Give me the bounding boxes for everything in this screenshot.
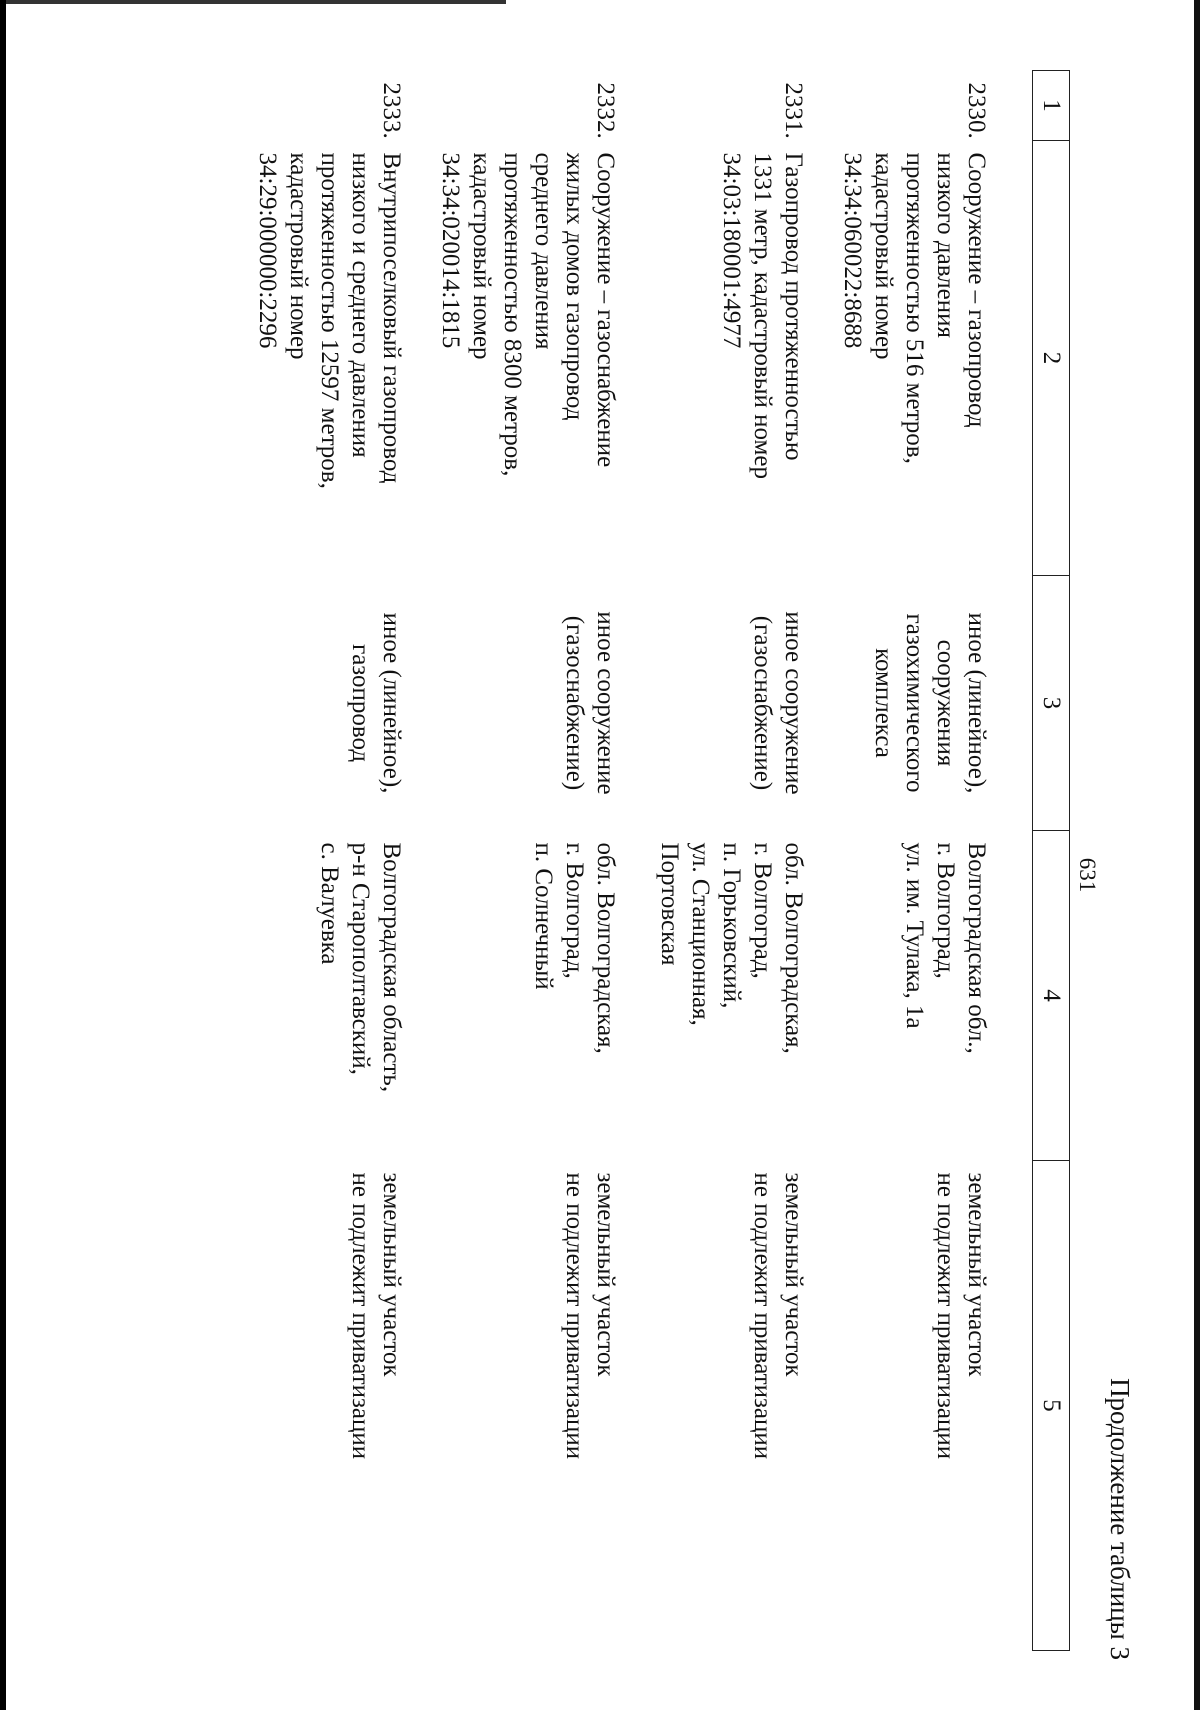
object-address-cell [837,831,1033,1161]
object-description-line: протяженностью 12597 метров, [316,152,343,489]
table-row [247,71,435,1651]
object-address-line: р-н Старополтавский, [347,842,374,1075]
scan-top-line [6,0,506,4]
object-address-cell [435,831,649,1161]
object-description-line: кадастровый номер [870,152,897,360]
object-description-line: среднего давления [530,152,557,350]
object-description-line: жилых домов газопровод [561,152,588,421]
column-header: 5 [1033,1161,1070,1651]
table-caption: Продолжение таблицы 3 [1105,1378,1135,1660]
object-type-line: газохимического [901,613,928,793]
object-type-line: иное (линейное), [963,612,990,794]
row-number-line: 2332. [592,82,619,139]
object-address-line: Портовская [656,842,683,966]
object-description-line: низкого давления [932,152,959,339]
object-type-line: иное (линейное), [378,612,405,794]
object-note-line: не подлежит приватизации [749,1172,776,1460]
object-address-line: обл. Волгоградская, [592,842,619,1054]
row-number-cell [247,71,435,141]
property-table [247,70,1070,1651]
object-description-line: 34:29:000000:2296 [254,152,281,349]
row-number-line: 2331. [780,82,807,139]
row-number-cell [435,71,649,141]
object-address-line: г. Волгоград, [561,842,588,979]
object-type-line: (газоснабжение) [561,615,588,791]
object-type-cell [837,576,1033,831]
object-note-line: земельный участок [378,1172,405,1377]
object-description-line: кадастровый номер [468,152,495,360]
object-address-line: п. Горьковский, [718,842,745,1009]
page-number: 631 [1075,857,1100,893]
object-description-line: 34:34:060022:8688 [839,152,866,349]
object-type-cell [649,576,837,831]
object-note-line: не подлежит приватизации [347,1172,374,1460]
object-address-line: Волгоградская область, [378,842,405,1093]
table-body [247,71,1033,1651]
column-header: 2 [1033,141,1070,576]
object-description-line: 1331 метр, кадастровый номер [749,152,776,479]
object-type-line: иное сооружение [780,611,807,795]
object-note-line: земельный участок [963,1172,990,1377]
table-row [435,71,649,1651]
object-description-line: Внутрипоселковый газопровод [378,152,405,484]
object-address-line: г. Волгоград, [749,842,776,979]
column-header: 3 [1033,576,1070,831]
column-header: 4 [1033,831,1070,1161]
scan-left-edge [0,0,6,1710]
object-description-cell [435,141,649,576]
object-description-line: протяженностью 516 метров, [901,152,928,464]
object-description-line: протяженностью 8300 метров, [499,152,526,477]
object-address-cell [649,831,837,1161]
row-number-cell [837,71,1033,141]
object-note-line: земельный участок [592,1172,619,1377]
object-note-line: не подлежит приватизации [561,1172,588,1460]
object-type-cell [247,576,435,831]
table-row [649,71,837,1651]
object-note-line: не подлежит приватизации [932,1172,959,1460]
object-address-line: с. Валуевка [316,842,343,965]
object-address-line: п. Солнечный [530,842,557,990]
object-address-line: обл. Волгоградская, [780,842,807,1054]
object-description-line: 34:03:180001:4977 [718,152,745,349]
object-description-line: Сооружение – газоснабжение [592,152,619,468]
object-address-line: Волгоградская обл., [963,842,990,1054]
object-note-cell [435,1161,649,1651]
object-description-line: 34:34:020014:1815 [437,152,464,349]
object-note-cell [247,1161,435,1651]
row-number-cell [649,71,837,141]
scan-right-edge [1194,0,1200,1710]
object-address-line: ул. Станционная, [687,842,714,1026]
object-description-cell [247,141,435,576]
object-description-line: Газопровод протяженностью [780,152,807,461]
object-note-line: земельный участок [780,1172,807,1377]
object-note-cell [649,1161,837,1651]
object-description-cell [649,141,837,576]
object-type-line: иное сооружение [592,611,619,795]
object-type-line: газопровод [347,643,374,763]
object-description-line: Сооружение – газопровод [963,152,990,428]
object-description-line: кадастровый номер [285,152,312,360]
row-number-line: 2333. [378,82,405,139]
object-address-line: г. Волгоград, [932,842,959,979]
object-type-line: комплекса [870,648,897,758]
object-type-line: сооружения [932,639,959,767]
rotated-page [50,55,1150,1680]
table-row [837,71,1033,1651]
table-header-row [1033,71,1070,1651]
object-address-cell [247,831,435,1161]
object-address-line: ул. им. Тулака, 1а [901,842,928,1029]
object-type-line: (газоснабжение) [749,615,776,791]
object-description-cell [837,141,1033,576]
object-description-line: низкого и среднего давления [347,152,374,458]
object-type-cell [435,576,649,831]
row-number-line: 2330. [963,82,990,139]
column-header: 1 [1033,71,1070,141]
object-note-cell [837,1161,1033,1651]
